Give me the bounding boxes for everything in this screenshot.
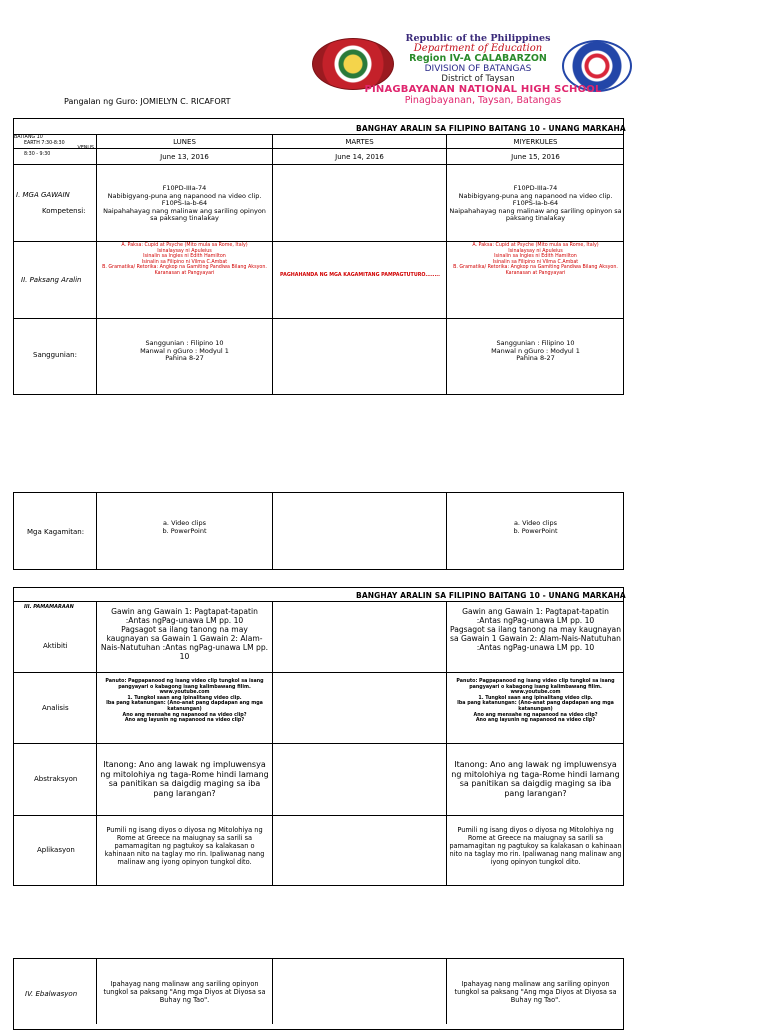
analisis-lunes: Panuto: Pagpapanood ng isang video clip tungkol sa isang pangyayari o kabagong isang kalimbawang filim. www.youtube.com 1. Tungkol saan ang ipinalitang video clip. Iba pang katanungan: (Ano-anat pang dapdapan ang mga katanungan) Ano ang mensahe ng napanood na video clip? Ano ang layunin ng napanood na video clip? bbox=[105, 679, 264, 724]
paksa-lunes: A. Paksa: Cupid at Psyche (Mito mula sa Rome, Italy) Isinalaysay ni Apuleius Isinalin sa Ingles ni Edith Hamilton Isinalin sa Filipino ni Vilma C.Ambat B. Gramatika/ Retorika: Angkop na Gamiting Pandiwa Bilang Aksyon. Karanasan at Pangyayari bbox=[102, 243, 267, 276]
kompetensi-lunes: F10PD-IIIa-74 Nabibigyang-puna ang napanood na video clip. F10PS-Ia-b-64 Naipahahayag nang malinaw ang sariling opinyon sa paksang tinalakay bbox=[103, 184, 266, 222]
aplikasyon-miyerkules: Pumili ng isang diyos o diyosa ng Mitolohiya ng Rome at Greece na maiugnay sa sarili sa pamamagitan ng pagtukoy sa kalakasan o kahinaan nito na taglay mo rin. Ipaliwanag nang malinaw ang iyong opinyon tungkol dito. bbox=[449, 826, 622, 866]
abstraksyon-label: Abstraksyon bbox=[34, 775, 78, 783]
ebalwasyon-miyerkules: Ipahayag nang malinaw ang sariling opinyon tungkol sa paksang "Ang mga Diyos at Diyosa sa Buhay ng Tao". bbox=[454, 980, 617, 1004]
aktibiti-miyerkules: Gawin ang Gawain 1: Pagtapat-tapatin :Antas ngPag-unawa LM pp. 10 Pagsagot sa ilang tanong na may kaugnayan sa Gawain 1 Gawain 2: Alam-Nais-Natutuhan :Antas ngPag-unawa LM pp. 10 bbox=[449, 607, 622, 652]
aktibiti-label: Aktibiti bbox=[43, 642, 68, 650]
day-miyerkules: MIYERKULES bbox=[513, 138, 558, 146]
header-department: Department of Education bbox=[413, 43, 543, 54]
header-region: Region IV-A CALABARZON bbox=[409, 53, 547, 64]
table1-title: BANGHAY ARALIN SA FILIPINO BAITANG 10 - UNANG MARKAHA bbox=[356, 124, 626, 133]
deped-logo bbox=[312, 38, 394, 90]
kagamitan-lunes: a. Video clips b. PowerPoint bbox=[162, 519, 207, 535]
pamamaraan-label: III. PAMAMARAAN bbox=[24, 604, 74, 610]
date-lunes: June 13, 2016 bbox=[160, 153, 209, 161]
analisis-miyerkules: Panuto: Pagpapanood ng isang video clip tungkol sa isang pangyayari o kabagong isang kalimbawang filim. www.youtube.com 1. Tungkol saan ang ipinalitang video clip. Iba pang katanungan: (Ano-anat pang dapdapan ang mga katanungan) Ano ang mensahe ng napanood na video clip? Ano ang layunin ng napanood na video clip? bbox=[456, 679, 615, 724]
header-republic: Republic of the Philippines bbox=[405, 33, 551, 44]
ebalwasyon-label: IV. Ebalwasyon bbox=[25, 990, 78, 998]
abstraksyon-lunes: Itanong: Ano ang lawak ng impluwensya ng mitolohiya ng taga-Rome hindi lamang sa panitikan sa daigdig maging sa iba pang larangan? bbox=[100, 760, 269, 798]
kompetensi-miyerkules: F10PD-IIIa-74 Nabibigyang-puna ang napanood na video clip. F10PS-Ia-b-64 Naipahahayag nang malinaw ang sariling opinyon sa paksang tinalakay bbox=[449, 184, 622, 222]
kagamitan-miyerkules: a. Video clips b. PowerPoint bbox=[513, 519, 558, 535]
analisis-label: Analisis bbox=[42, 704, 69, 712]
aplikasyon-lunes: Pumili ng isang diyos o diyosa ng Mitolohiya ng Rome at Greece na maiugnay sa sarili sa pamamagitan ng pagtukoy sa kalakasan o kahinaan nito na taglay mo rin. Ipaliwanag nang malinaw ang iyong opinyon tungkol dito. bbox=[104, 826, 265, 866]
paksa-miyerkules: A. Paksa: Cupid at Psyche (Mito mula sa Rome, Italy) Isinalaysay ni Apuleius Isinalin sa Ingles ni Edith Hamilton Isinalin sa Filipino ni Vilma C.Ambat B. Gramatika/ Retorika: Angkop na Gamiting Pandiwa Bilang Aksyon. Karanasan at Pangyayari bbox=[453, 243, 618, 276]
ebalwasyon-lunes: Ipahayag nang malinaw ang sariling opinyon tungkol sa paksang "Ang mga Diyos at Diyosa sa Buhay ng Tao". bbox=[103, 980, 266, 1004]
day-lunes: LUNES bbox=[173, 138, 196, 146]
kagamitan-label: Mga Kagamitan: bbox=[27, 528, 85, 536]
teacher-name: Pangalan ng Guro: JOMIELYN C. RICAFORT bbox=[64, 97, 231, 106]
table3-title: BANGHAY ARALIN SA FILIPINO BAITANG 10 - UNANG MARKAHA bbox=[356, 591, 626, 600]
aktibiti-lunes: Gawin ang Gawain 1: Pagtapat-tapatin :Antas ngPag-unawa LM pp. 10 Pagsagot sa ilang tanong na may kaugnayan sa Gawain 1 Gawain 2: Alam-Nais-Natutuhan :Antas ngPag-unawa LM pp. 10 bbox=[100, 607, 269, 661]
sanggunian-label: Sanggunian: bbox=[33, 351, 77, 359]
aplikasyon-label: Aplikasyon bbox=[37, 846, 75, 854]
mga-gawain-label: I. MGA GAWAIN bbox=[16, 191, 70, 199]
day-martes: MARTES bbox=[345, 138, 374, 146]
header-district: District of Taysan bbox=[441, 74, 515, 84]
grade-section-info: BAITANG 10 EARTH 7:30-8:30 VENUS 8:30 - 9:30 bbox=[14, 135, 94, 157]
header-division: DIVISION OF BATANGAS bbox=[424, 64, 532, 74]
abstraksyon-miyerkules: Itanong: Ano ang lawak ng impluwensya ng mitolohiya ng taga-Rome hindi lamang sa panitikan sa daigdig maging sa iba pang larangan? bbox=[451, 760, 620, 798]
header-address: Pinagbayanan, Taysan, Batangas bbox=[404, 95, 562, 106]
kompetensi-label: Kompetensi: bbox=[42, 207, 86, 215]
paksa-martes: PAGHAHANDA NG MGA KAGAMITANG PAMPAGTUTURO........ bbox=[280, 273, 440, 278]
date-miyerkules: June 15, 2016 bbox=[511, 153, 560, 161]
paksang-aralin-label: II. Paksang Aralin bbox=[21, 276, 82, 284]
sanggunian-miyerkules: Sanggunian : Filipino 10 Manwal n gGuro : Modyul 1 Pahina 8-27 bbox=[491, 339, 580, 362]
date-martes: June 14, 2016 bbox=[335, 153, 384, 161]
sanggunian-lunes: Sanggunian : Filipino 10 Manwal n gGuro : Modyul 1 Pahina 8-27 bbox=[140, 339, 229, 362]
header-school: PINAGBAYANAN NATIONAL HIGH SCHOOL bbox=[364, 84, 602, 95]
